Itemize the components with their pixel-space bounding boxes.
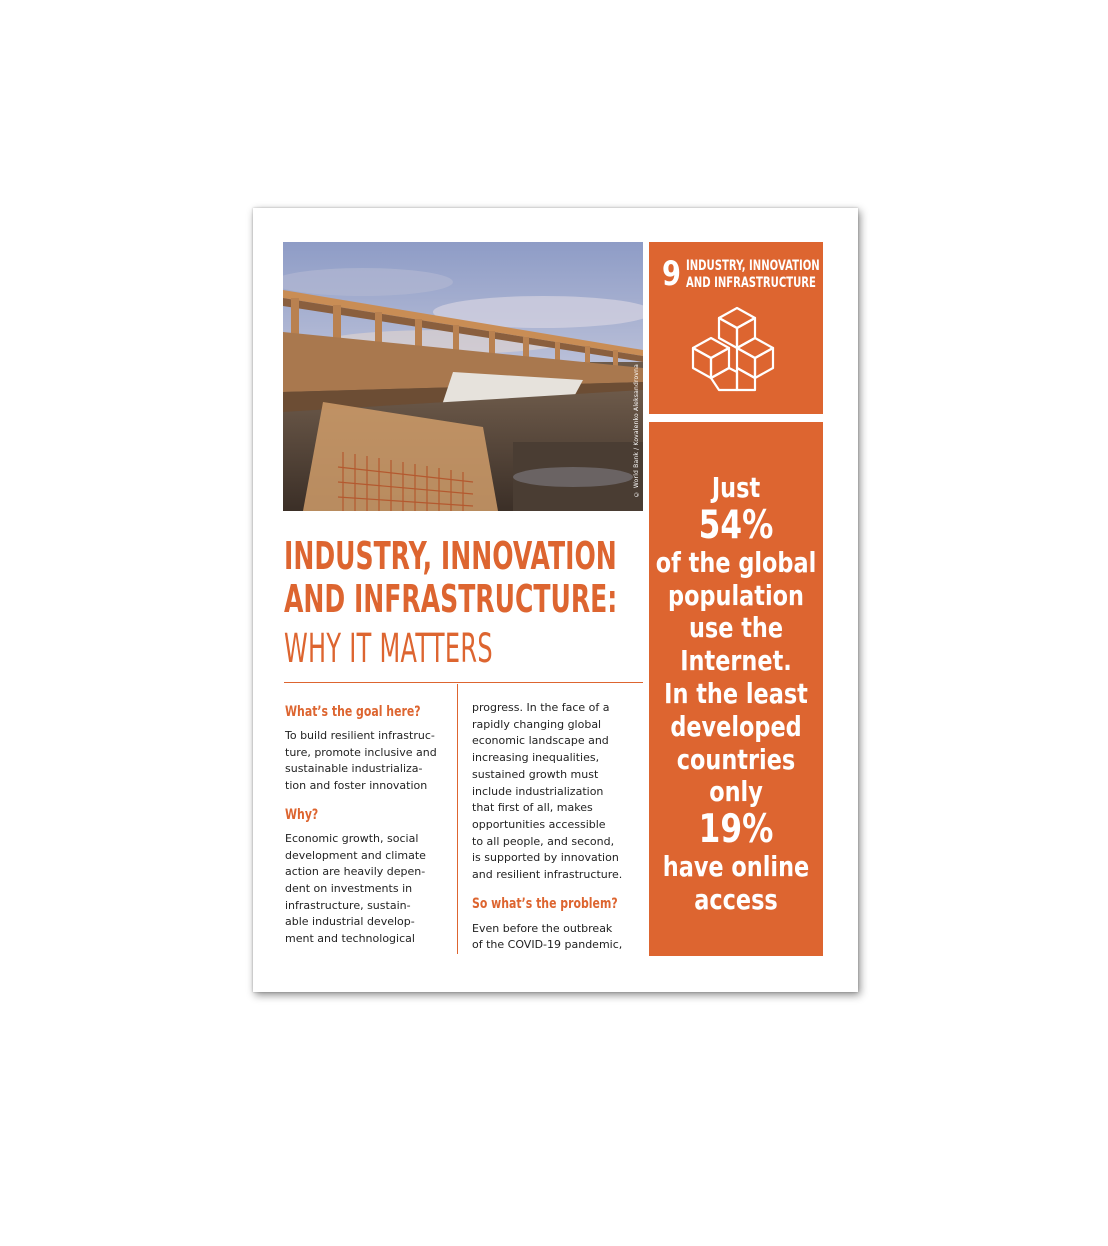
answer-line: ment and technological bbox=[285, 932, 415, 946]
answer-problem bbox=[472, 921, 622, 954]
page-title bbox=[284, 534, 618, 621]
answer-goal bbox=[285, 728, 445, 795]
dam-construction-photo bbox=[283, 242, 643, 511]
stat-line: developed bbox=[670, 709, 802, 743]
answer-line: opportunities accessible bbox=[472, 817, 606, 831]
stat-line: only bbox=[709, 775, 763, 809]
answer-line: To build resilient infrastruc- bbox=[285, 729, 435, 742]
stacked-cubes-icon bbox=[691, 306, 783, 396]
document-page bbox=[253, 208, 858, 992]
photo-credit: © World Bank / Kovalenko Aleksandrovna bbox=[633, 363, 640, 497]
question-why: Why? bbox=[285, 806, 319, 823]
sdg-title-line2: AND INFRASTRUCTURE bbox=[686, 275, 816, 291]
question-problem: So what’s the problem? bbox=[472, 895, 618, 912]
answer-why bbox=[285, 831, 445, 948]
answer-line: development and climate bbox=[285, 848, 426, 862]
internet-stat-box bbox=[649, 422, 823, 956]
answer-line: able industrial develop- bbox=[285, 915, 415, 929]
text-column-left bbox=[285, 702, 445, 948]
answer-line: rapidly changing global bbox=[472, 717, 602, 731]
answer-line: infrastructure, sustain- bbox=[285, 898, 411, 912]
stat-line: use the bbox=[688, 611, 784, 645]
answer-line: dent on investments in bbox=[285, 881, 413, 895]
answer-line: that first of all, makes bbox=[472, 801, 593, 815]
stat-line: of the global bbox=[655, 545, 817, 579]
title-divider bbox=[284, 682, 643, 683]
answer-line: increasing inequalities, bbox=[472, 751, 600, 765]
answer-line: is supported by innovation bbox=[472, 851, 619, 865]
answer-line: sustained growth must bbox=[472, 767, 599, 781]
sdg-title-line1: INDUSTRY, INNOVATION bbox=[686, 258, 820, 274]
question-goal: What’s the goal here? bbox=[285, 704, 421, 720]
stat-line: In the least bbox=[664, 676, 808, 710]
stat-line: have online bbox=[662, 850, 810, 884]
stat-line: Just bbox=[711, 471, 761, 504]
answer-line: action are heavily depen- bbox=[285, 865, 426, 879]
answer-line: Economic growth, social bbox=[285, 831, 419, 845]
answer-line: include industrialization bbox=[472, 784, 604, 798]
answer-line: economic landscape and bbox=[472, 734, 609, 748]
answer-line: progress. In the face of a bbox=[472, 701, 610, 714]
stat-text bbox=[642, 472, 829, 917]
text-column-right bbox=[472, 700, 622, 954]
page-subtitle: WHY IT MATTERS bbox=[284, 626, 493, 672]
stat-percent-global: 54% bbox=[698, 502, 774, 548]
answer-line: Even before the outbreak bbox=[472, 921, 613, 935]
column-divider bbox=[457, 684, 458, 954]
title-line1: INDUSTRY, INNOVATION bbox=[284, 534, 617, 578]
stat-line: access bbox=[694, 882, 778, 916]
answer-line: of the COVID-19 pandemic, bbox=[472, 938, 623, 952]
answer-line: tion and foster innovation bbox=[285, 779, 428, 793]
answer-why-continued bbox=[472, 700, 622, 884]
stat-percent-ldc: 19% bbox=[698, 807, 774, 853]
stat-line: Internet. bbox=[680, 644, 792, 678]
sdg-number: 9 bbox=[662, 254, 681, 294]
sdg-title bbox=[686, 258, 820, 292]
stat-line: countries bbox=[676, 742, 796, 776]
sdg-goal-badge bbox=[649, 242, 823, 414]
answer-line: to all people, and second, bbox=[472, 834, 615, 848]
title-line2: AND INFRASTRUCTURE: bbox=[284, 577, 618, 621]
answer-line: ture, promote inclusive and bbox=[285, 745, 437, 759]
answer-line: sustainable industrializa- bbox=[285, 762, 423, 776]
stat-line: population bbox=[668, 578, 804, 612]
answer-line: and resilient infrastructure. bbox=[472, 868, 623, 882]
